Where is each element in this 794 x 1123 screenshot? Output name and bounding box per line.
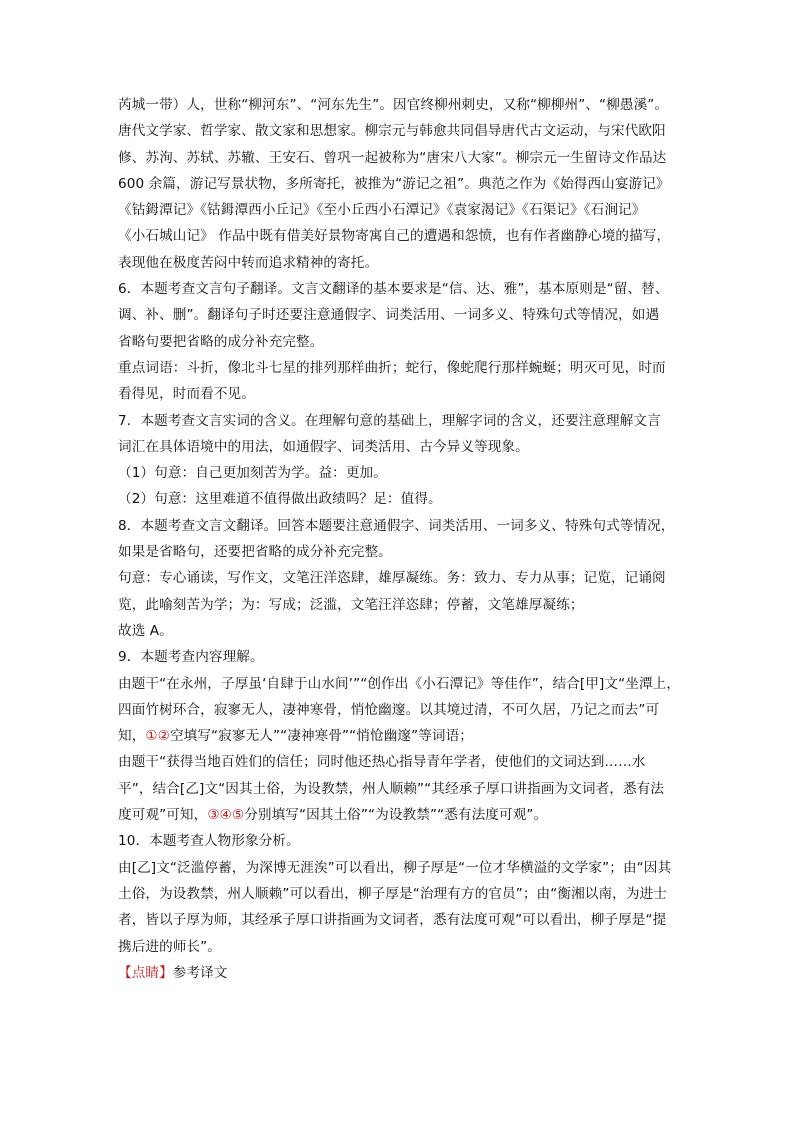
line-text: 由[乙]文“泛滥停蓄，为深博无涯涘”可以看出，柳子厚是“一位才华横溢的文学家”；由“因其 bbox=[118, 859, 672, 876]
line-text: 句意：专心诵读，写作文，文笔汪洋恣肆，雄厚凝练。务：致力、专力从事；记览，记诵阅 bbox=[118, 570, 666, 587]
blank-number-markers: ③④⑤ bbox=[207, 807, 245, 824]
text-line bbox=[118, 250, 683, 276]
line-text: （1）句意：自己更加刻苦为学。益：更加。 bbox=[118, 465, 387, 482]
text-line bbox=[118, 513, 683, 539]
text-line bbox=[118, 776, 683, 802]
document-body bbox=[118, 92, 683, 986]
line-text: 表现他在极度苦闷中转而追求精神的寄托。 bbox=[118, 254, 379, 271]
text-line bbox=[118, 171, 683, 197]
text-line bbox=[118, 592, 683, 618]
text-line bbox=[118, 671, 683, 697]
text-line bbox=[118, 329, 683, 355]
text-line bbox=[118, 302, 683, 328]
text-line bbox=[118, 539, 683, 565]
text-line bbox=[118, 960, 683, 986]
line-text: （2）句意：这里难道不值得做出政绩吗？足：值得。 bbox=[118, 491, 442, 508]
text-line bbox=[118, 855, 683, 881]
line-text: 9．本题考查内容理解。 bbox=[118, 649, 264, 666]
line-text: 由题干“在永州，子厚虽‘自肆于山水间’”“创作出《小石潭记》等佳作”，结合[甲]文“坐潭上， bbox=[118, 675, 681, 692]
text-line bbox=[118, 118, 683, 144]
line-text: 唐代文学家、哲学家、散文家和思想家。柳宗元与韩愈共同倡导唐代古文运动，与宋代欧阳 bbox=[118, 123, 666, 140]
text-line bbox=[118, 145, 683, 171]
text-line bbox=[118, 92, 683, 118]
text-line bbox=[118, 644, 683, 670]
line-text-continued: 空填写“寂寥无人”“凄神寒骨”“悄怆幽邃”等词语； bbox=[169, 728, 474, 745]
line-text: 《小石城山记》 作品中既有借美好景物寄寓自己的遭遇和怨愤，也有作者幽静心境的描写， bbox=[118, 228, 671, 245]
line-text: 四面竹树环合，寂寥无人，凄神寒骨，悄怆幽邃。以其境过清，不可久居，乃记之而去”可 bbox=[118, 701, 660, 718]
blank-number-markers: ①② bbox=[145, 728, 170, 745]
line-text: 平”，结合[乙]文“因其土俗，为设教禁，州人顺赖”“其经承子厚口讲指画为文词者，悉有法 bbox=[118, 780, 665, 797]
line-text: 芮城一带）人，世称“柳河东”、“河东先生”。因官终柳州刺史，又称“柳柳州”、“柳愚溪”。 bbox=[118, 97, 669, 113]
line-text: 调、补、删”。翻译句子时还要注意通假字、词类活用、一词多义、特殊句式等情况，如遇 bbox=[118, 307, 660, 324]
text-line bbox=[118, 408, 683, 434]
text-line bbox=[118, 723, 683, 749]
line-text: 土俗，为设教禁，州人顺赖”可以看出，柳子厚是“治理有方的官员”；由“衡湘以南，为进士 bbox=[118, 885, 667, 902]
text-line bbox=[118, 749, 683, 775]
line-text: 《钴鉧潭记》《钴鉧潭西小丘记》《至小丘西小石潭记》《袁家渴记》《石渠记》《石涧记》 bbox=[118, 202, 646, 219]
line-text: 如果是省略句，还要把省略的成分补充完整。 bbox=[118, 544, 392, 561]
text-line bbox=[118, 223, 683, 249]
line-text: 10．本题考查人物形象分析。 bbox=[118, 833, 300, 850]
text-line bbox=[118, 934, 683, 960]
text-line bbox=[118, 618, 683, 644]
line-text: 携后进的师长”。 bbox=[118, 938, 221, 955]
line-text-continued: 参考译文 bbox=[172, 964, 228, 981]
text-line bbox=[118, 907, 683, 933]
line-text: 知， bbox=[118, 728, 146, 745]
text-line bbox=[118, 828, 683, 854]
line-text: 省略句要把省略的成分补充完整。 bbox=[118, 333, 324, 350]
line-text: 7．本题考查文言实词的含义。在理解句意的基础上，理解字词的含义，还要注意理解文言 bbox=[118, 412, 661, 429]
section-marker: 【点睛】 bbox=[118, 964, 173, 981]
text-line bbox=[118, 197, 683, 223]
text-line bbox=[118, 276, 683, 302]
line-text: 由题干“获得当地百姓们的信任；同时他还热心指导青年学者，使他们的文词达到……水 bbox=[118, 754, 646, 771]
text-line bbox=[118, 355, 683, 381]
text-line bbox=[118, 881, 683, 907]
line-text: 览，此喻刻苦为学；为：写成；泛滥，文笔汪洋恣肆；停蓄，文笔雄厚凝练； bbox=[118, 596, 584, 613]
line-text: 600 余篇，游记写景状物，多所寄托，被推为“游记之祖”。典范之作为《始得西山宴游记》 bbox=[118, 175, 670, 192]
text-line bbox=[118, 460, 683, 486]
line-text: 看得见，时而看不见。 bbox=[118, 386, 255, 403]
text-line bbox=[118, 802, 683, 828]
line-text: 度可观”可知， bbox=[118, 807, 208, 824]
text-line bbox=[118, 565, 683, 591]
line-text: 重点词语：斗折，像北斗七星的排列那样曲折；蛇行，像蛇爬行那样蜿蜒；明灭可见，时而 bbox=[118, 359, 666, 376]
line-text: 6．本题考查文言句子翻译。文言文翻译的基本要求是“信、达、雅”，基本原则是“留、替、 bbox=[118, 281, 669, 298]
text-line bbox=[118, 697, 683, 723]
line-text: 者，皆以子厚为师，其经承子厚口讲指画为文词者，悉有法度可观”可以看出，柳子厚是“提 bbox=[118, 912, 667, 929]
line-text: 词汇在具体语境中的用法，如通假字、词类活用、古今异义等现象。 bbox=[118, 438, 529, 455]
text-line bbox=[118, 486, 683, 512]
text-line bbox=[118, 381, 683, 407]
line-text: 8．本题考查文言文翻译。回答本题要注意通假字、词类活用、一词多义、特殊句式等情况， bbox=[118, 517, 675, 534]
line-text: 修、苏洵、苏轼、苏辙、王安石、曾巩一起被称为“唐宋八大家”。柳宗元一生留诗文作品达 bbox=[118, 149, 667, 166]
text-line bbox=[118, 434, 683, 460]
line-text-continued: 分别填写“因其土俗”“为设教禁”“悉有法度可观”。 bbox=[244, 807, 548, 824]
line-text: 故选 A。 bbox=[118, 622, 173, 639]
